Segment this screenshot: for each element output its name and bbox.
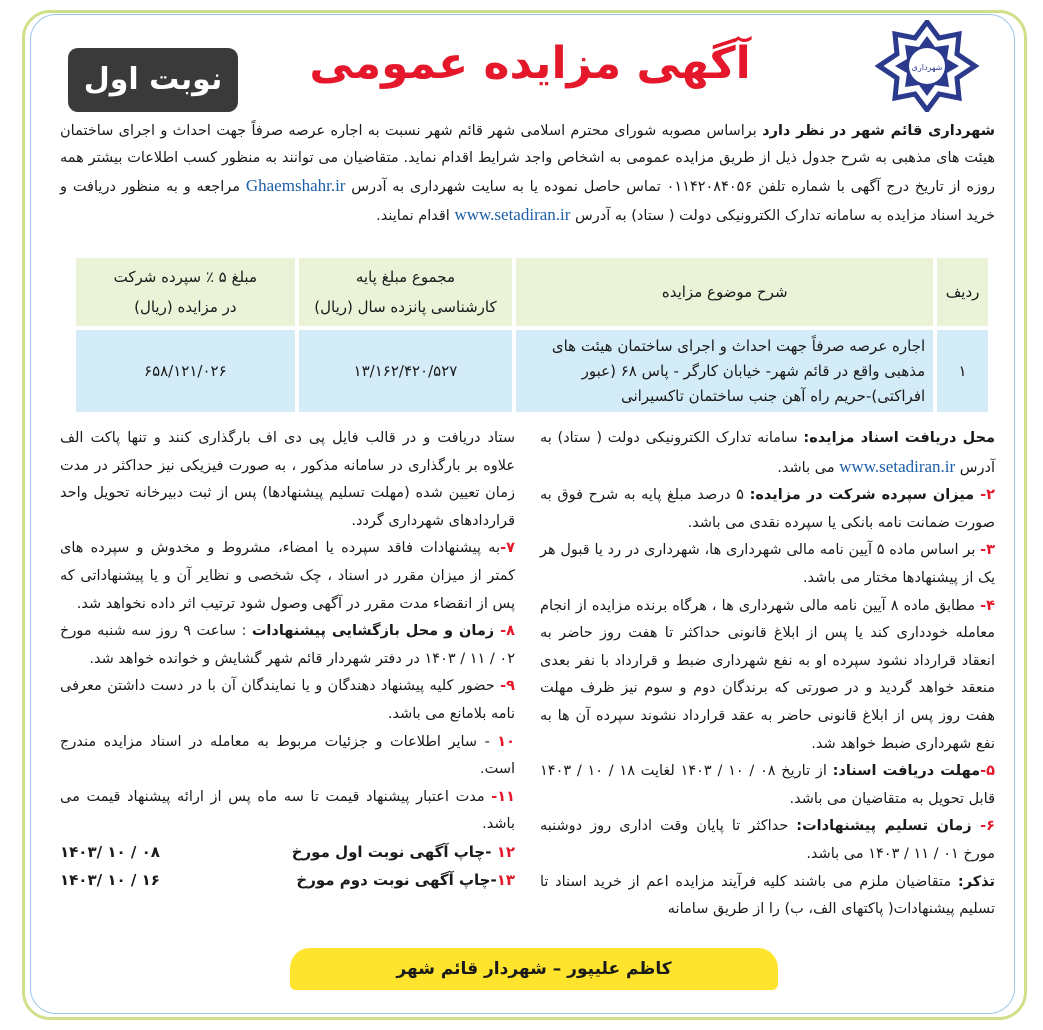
header-description: شرح موضوع مزایده: [516, 258, 933, 326]
terms-left-column: [60, 425, 515, 894]
term-10-num: ۱۰: [497, 733, 515, 750]
term-6: [540, 813, 995, 868]
intro-text-2: مراجعه و به منظور دریافت و خرید اسناد مزایده به سامانه تدارک الکترونیکی دولت ( ستاد) به آدرس: [60, 179, 995, 224]
term-13: [60, 867, 515, 895]
term-6-label: زمان تسلیم پیشنهادات:: [796, 818, 981, 835]
intro-paragraph: [60, 118, 995, 230]
round-badge: نوبت اول: [68, 48, 238, 112]
header-deposit-line1: مبلغ ۵ ٪ سپرده شرکت: [113, 268, 257, 286]
header-deposit: [76, 258, 295, 326]
term-7: [60, 535, 515, 618]
cell-deposit: ۶۵۸/۱۲۱/۰۲۶: [76, 330, 295, 412]
term-8-num: ۸-: [500, 623, 515, 640]
term-13-date: ۱۶ / ۱۰ /۱۴۰۳: [60, 870, 160, 889]
term-12-label-wrap: [292, 839, 515, 867]
term-7-text: به پیشنهادات فاقد سپرده یا امضاء، مشروط و مخدوش و سپرده های کمتر از میزان مقرر در اسناد ، چک شخصی و نظایر آن و یا پیشنهاداتی که پس از انقضاء مدت مقرر در آگهی وصول شود ترتیب اثر داده نخواهد شد.: [60, 540, 515, 612]
header-deposit-line2: در مزایده (ریال): [134, 298, 237, 316]
term-4-num: ۴-: [980, 597, 996, 614]
svg-text:شهرداری: شهرداری: [911, 63, 943, 72]
term-10-text: - سایر اطلاعات و جزئیات مربوط به معامله در اسناد مزایده مندرج است.: [60, 733, 515, 778]
term-9-num: ۹-: [500, 678, 515, 695]
term-5: [540, 758, 995, 813]
table-header-row: [76, 258, 988, 326]
page-title: آگهی مزایده عمومی: [309, 38, 751, 89]
cell-row-number: ۱: [937, 330, 988, 412]
term-6-num: ۶-: [980, 818, 995, 835]
header-base-line2: کارشناسی پانزده سال (ریال): [314, 298, 497, 316]
term-3-text: بر اساس ماده ۵ آیین نامه مالی شهرداری ها، شهرداری در رد یا قبول هر یک از پیشنهادها مختار می باشد.: [540, 542, 995, 586]
term-1: [540, 425, 995, 482]
term-11: [60, 784, 515, 839]
intro-text-1: براساس مصوبه شورای محترم اسلامی شهر قائم شهر نسبت به اجاره عرصه صرفاً جهت احداث و اجرای ساختمان هیئت های مذهبی به شرح جدول ذیل از طریق مزایده عمومی به اشخاص واجد شرایط اقدام نماید. متقاضیان می توانند به منظور کسب اطلاعات بیشتر همه روزه از تاریخ درج آگهی با شماره تلفن ۰۱۱۴۲۰۸۴۰۵۶ تماس حاصل نموده یا به سایت شهرداری به آدرس: [60, 123, 995, 195]
intro-text-3: اقدام نمایند.: [376, 208, 455, 224]
municipality-site-link[interactable]: Ghaemshahr.ir: [245, 176, 346, 195]
signature-banner: کاظم علیپور – شهردار قائم شهر: [290, 948, 778, 990]
intro-lead: شهرداری قائم شهر در نظر دارد: [762, 123, 995, 139]
term-4: [540, 593, 995, 759]
term-11-num: ۱۱-: [491, 788, 515, 805]
term-9: [60, 673, 515, 728]
term-2-label: میزان سپرده شرکت در مزایده:: [749, 487, 981, 504]
term-1-tail: می باشد.: [777, 459, 840, 476]
note: [540, 869, 995, 924]
term-13-num: ۱۳: [496, 870, 515, 889]
header-base-line1: مجموع مبلغ پایه: [355, 268, 455, 286]
term-1-text: سامانه تدارک الکترونیکی دولت ( ستاد) به آدرس: [540, 430, 995, 476]
auction-table: [72, 254, 992, 416]
note-label: تذکر:: [957, 873, 995, 890]
cell-description: اجاره عرصه صرفاً جهت احداث و اجرای ساختمان هیئت های مذهبی واقع در قائم شهر- خیابان کارگر - پاس ۶۸ (عبور افراکتی)-حریم راه آهن جنب ساختمان تاکسیرانی: [516, 330, 933, 412]
term-8-label: زمان و محل بازگشایی پیشنهادات: [251, 623, 501, 640]
term-4-text: مطابق ماده ۸ آیین نامه مالی شهرداری ها ، هرگاه برنده مزایده از انجام معامله خودداری کند یا پس از ابلاغ قانونی حداکثر تا هفت روز حاضر به انعقاد قرارداد نشود سپرده او به نفع شهرداری ضبط و قرارداد با نفر بعدی منعقد خواهد گردید و در صورتی که برندگان دوم و سوم نیز ظرف مهلت هفت روز پس از ابلاغ قانونی حاضر به عقد قرارداد نشوند سپرده آن ها به نفع شهرداری ضبط خواهد شد.: [540, 597, 995, 752]
term-8: [60, 618, 515, 673]
header: [40, 20, 1005, 115]
terms-right-column: [540, 425, 995, 924]
header-row-number: ردیف: [937, 258, 988, 326]
term-10: [60, 729, 515, 784]
setad-site-link[interactable]: www.setadiran.ir: [454, 205, 571, 224]
term-8-text: : ساعت ۹ روز سه شنبه مورخ ۰۲ / ۱۱ / ۱۴۰۳ در دفتر شهردار قائم شهر گشایش و خوانده خواهد شد.: [60, 623, 515, 667]
term-12: [60, 839, 515, 867]
note-text: متقاضیان ملزم می باشند کلیه فرآیند مزایده اعم از خرید اسناد تا تسلیم پیشنهادات( پاکتهای الف، ب) را از طریق سامانه: [540, 873, 995, 918]
cell-base-amount: ۱۳/۱۶۲/۴۲۰/۵۲۷: [299, 330, 513, 412]
term-9-text: حضور کلیه پیشنهاد دهندگان و یا نمایندگان آن با در دست داشتن معرفی نامه بلامانع می باشد.: [60, 678, 515, 722]
table-row: [76, 330, 988, 412]
term-6-text: حداکثر تا پایان وقت اداری روز دوشنبه مورخ ۰۱ / ۱۱ / ۱۴۰۳ می باشد.: [540, 818, 995, 862]
term-7-num: ۷-: [500, 540, 515, 557]
terms-columns: [60, 425, 995, 945]
term-11-text: مدت اعتبار پیشنهاد قیمت تا سه ماه پس از ارائه پیشنهاد قیمت می باشد.: [60, 788, 515, 833]
municipality-logo: [875, 20, 980, 112]
term-3: [540, 537, 995, 592]
term-1-site-link[interactable]: www.setadiran.ir: [839, 456, 956, 476]
term-5-label: مهلت دریافت اسناد:: [832, 763, 981, 780]
term-12-date: ۰۸ / ۱۰ /۱۴۰۳: [60, 842, 160, 861]
term-1-label: محل دریافت اسناد مزایده:: [803, 430, 996, 446]
term-12-num: ۱۲: [496, 842, 515, 861]
term-2: [540, 482, 995, 537]
term-2-text: ۵ درصد مبلغ پایه به شرح فوق به صورت ضمانت نامه بانکی یا سپرده نقدی می باشد.: [540, 487, 995, 531]
term-5-num: ۵-: [980, 763, 996, 780]
note-continued: ستاد دریافت و در قالب فایل پی دی اف بارگذاری کنند و تنها پاکت الف علاوه بر بارگذاری در سامانه مذکور ، به صورت فیزیکی نیز حداکثر در مدت زمان تعیین شده (مهلت تسلیم پیشنهادها) پس از ثبت دبیرخانه تحویل واحد قراردادهای شهرداری گردد.: [60, 430, 515, 529]
term-5-text: از تاریخ ۰۸ / ۱۰ / ۱۴۰۳ لغایت ۱۸ / ۱۰ / ۱۴۰۳ قابل تحویل به متقاضیان می باشد.: [540, 763, 995, 807]
term-2-num: ۲-: [980, 487, 996, 504]
term-12-label: -چاپ آگهی نوبت اول مورخ: [291, 842, 497, 861]
term-13-label: -چاپ آگهی نوبت دوم مورخ: [296, 870, 497, 889]
header-base-amount: [299, 258, 513, 326]
term-3-num: ۳-: [980, 542, 995, 559]
term-13-label-wrap: [296, 867, 515, 895]
